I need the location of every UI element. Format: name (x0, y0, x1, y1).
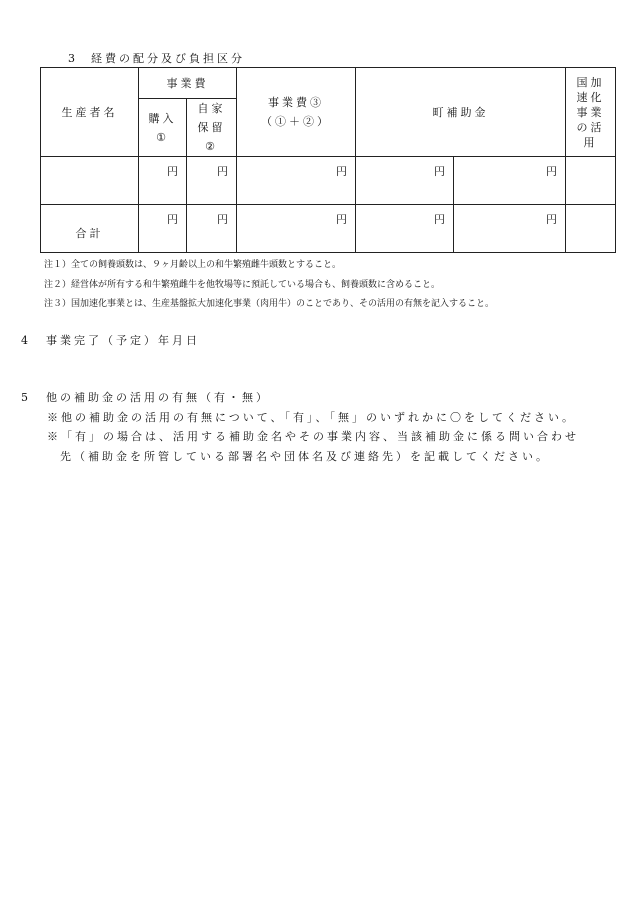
purchase-header-line1: 購入 (148, 111, 177, 125)
note-2: 注２）経営体が所有する和牛繁殖雌牛を他牧場等に預託している場合も、飼養頭数に含めること。 (44, 279, 441, 290)
table-row (41, 157, 616, 205)
purchase-cell[interactable]: 円 (139, 157, 187, 205)
retained-cell[interactable]: 円 (187, 157, 237, 205)
retained-header (187, 99, 237, 157)
national-header-line5: 用 (583, 135, 598, 149)
table-row-total (41, 205, 616, 253)
producer-name-header: 生産者名 (41, 68, 139, 157)
total-cost-cell[interactable]: 円 (237, 157, 356, 205)
national-acceleration-header (566, 68, 616, 157)
retained-header-line1: 自家 (197, 102, 226, 115)
total-cost-header-line1: 事業費③ (268, 96, 324, 109)
town-subsidy-cell-1[interactable]: 円 (356, 157, 454, 205)
producer-name-cell[interactable] (41, 157, 139, 205)
section5-instruction-2: ※「有」の場合は、活用する補助金名やその事業内容、当該補助金に係る問い合わせ (47, 430, 579, 443)
national-header-line2: 速化 (576, 90, 605, 104)
town-subsidy-header: 町補助金 (356, 68, 566, 157)
section3-number: 3 (68, 52, 75, 65)
section4-number: 4 (21, 334, 28, 347)
total-project-cost-header (237, 68, 356, 157)
note-1: 注１）全ての飼養頭数は、９ヶ月齢以上の和牛繁殖雌牛頭数とすること。 (44, 260, 342, 270)
section5-instruction-3: 先（補助金を所管している部署名や団体名及び連絡先）を記載してください。 (60, 449, 550, 463)
national-usage-cell[interactable] (566, 157, 616, 205)
national-header-line4: の活 (576, 120, 605, 134)
purchase-header (139, 99, 187, 157)
national-header-line1: 国加 (576, 75, 605, 89)
retained-header-line2: 保留 (197, 121, 226, 134)
national-header-line3: 事業 (576, 105, 605, 119)
purchase-header-line2: ① (156, 130, 169, 144)
section5-instruction-1: ※他の補助金の活用の有無について、「有」、「無」のいずれかに〇をしてください。 (47, 410, 577, 424)
purchase-total-cell[interactable]: 円 (139, 205, 187, 253)
section5-title: 他の補助金の活用の有無（有・無） (46, 391, 270, 404)
section5 (21, 388, 579, 466)
section4 (21, 332, 200, 348)
table-notes (44, 256, 494, 315)
town-subsidy-total-cell-1[interactable]: 円 (356, 205, 454, 253)
project-cost-header: 事業費 (139, 68, 237, 99)
section3-title: 経費の配分及び負担区分 (91, 52, 245, 65)
cost-allocation-table (40, 67, 616, 253)
section3-heading (68, 50, 245, 66)
town-subsidy-cell-2[interactable]: 円 (454, 157, 566, 205)
national-usage-total-cell[interactable] (566, 205, 616, 253)
completion-date-label: 事業完了（予定）年月日 (46, 334, 200, 347)
total-cost-total-cell[interactable]: 円 (237, 205, 356, 253)
note-3: 注３）国加速化事業とは、生産基盤拡大加速化事業（肉用牛）のことであり、その活用の有無を記入すること。 (44, 299, 495, 309)
town-subsidy-total-cell-2[interactable]: 円 (454, 205, 566, 253)
total-label: 合計 (41, 205, 139, 253)
total-cost-header-line2: （①＋②） (261, 115, 331, 128)
section5-number: 5 (21, 391, 28, 404)
retained-header-line3: ② (205, 140, 218, 153)
retained-total-cell[interactable]: 円 (187, 205, 237, 253)
